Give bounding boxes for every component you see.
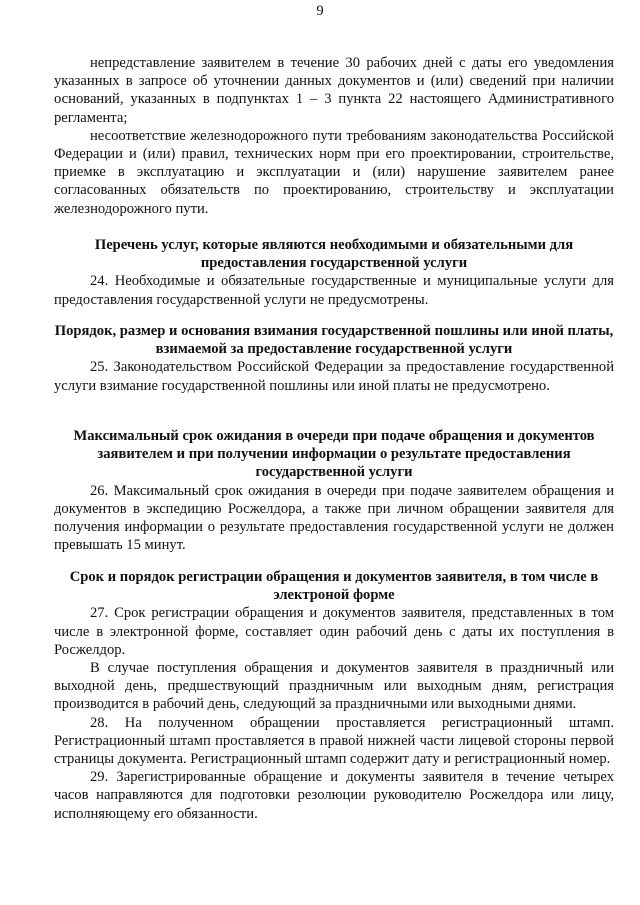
section-heading-queue-time: Максимальный срок ожидания в очереди при подаче обращения и документов заявителем и при получении информации о результате предоставления государственной услуги xyxy=(73,428,595,481)
page-number: 9 xyxy=(316,3,324,19)
section-heading-registration: Срок и порядок регистрации обращения и документов заявителя, в том числе в электроной форме xyxy=(69,569,599,604)
intro-paragraph-2: несоответствие железнодорожного пути требованиям законодательства Российской Федерации и (или) правил, технических норм при его проектировании, строительстве, приемке в эксплуатацию и эксплуатации и (или) нарушение заявителем ранее согласованных обязательств по проектированию, строительству и эксплуатации железнодорожного пути. xyxy=(54,127,614,217)
section-state-fee xyxy=(54,322,614,395)
paragraph-27: 27. Срок регистрации обращения и документов заявителя, представленных в том числе в электронной форме, составляет один рабочий день с даты их поступления в Росжелдор. xyxy=(54,605,614,658)
paragraph-24: 24. Необходимые и обязательные государственные и муниципальные услуги для предоставления государственной услуги не предусмотрены. xyxy=(54,273,614,308)
intro-paragraph-1: непредставление заявителем в течение 30 рабочих дней с даты его уведомления указанных в запросе об уточнении данных документов и (или) сведений при наличии оснований, указанных в подпунктах 1 – 3 пункта 22 настоящего Административного регламента; xyxy=(54,55,614,126)
intro-block xyxy=(54,54,614,218)
section-required-services xyxy=(54,236,614,309)
section-registration xyxy=(54,568,614,823)
paragraph-25: 25. Законодательством Российской Федерации за предоставление государственной услуги взимание государственной пошлины или иной платы не предусмотрено. xyxy=(54,359,614,394)
section-queue-time xyxy=(54,427,614,554)
paragraph-29: 29. Зарегистрированные обращение и документы заявителя в течение четырех часов направляются для подготовки резолюции руководителю Росжелдора или лицу, исполняющему его обязанности. xyxy=(54,769,614,822)
section-heading-required-services: Перечень услуг, которые являются необходимыми и обязательными для предоставления государственной услуги xyxy=(94,237,574,272)
section-heading-state-fee: Порядок, размер и основания взимания государственной пошлины или иной платы, взимаемой за предоставление государственной услуги xyxy=(54,323,614,358)
paragraph-26: 26. Максимальный срок ожидания в очереди при подаче заявителем обращения и документов в экспедицию Росжелдора, а также при личном обращении заявителя для получения информации о результате предоставления государственной услуги не должен превышать 15 минут. xyxy=(54,482,614,554)
paragraph-28: 28. На полученном обращении проставляется регистрационный штамп. Регистрационный штамп проставляется в правой нижней части лицевой стороны первой страницы документа. Регистрационный штамп содержит дату и регистрационный номер. xyxy=(54,714,614,768)
paragraph-27-holiday: В случае поступления обращения и документов заявителя в праздничный или выходной день, предшествующий праздничным или выходным дням, регистрация производится в рабочий день, следующий за праздничными или выходными днями. xyxy=(54,660,614,713)
